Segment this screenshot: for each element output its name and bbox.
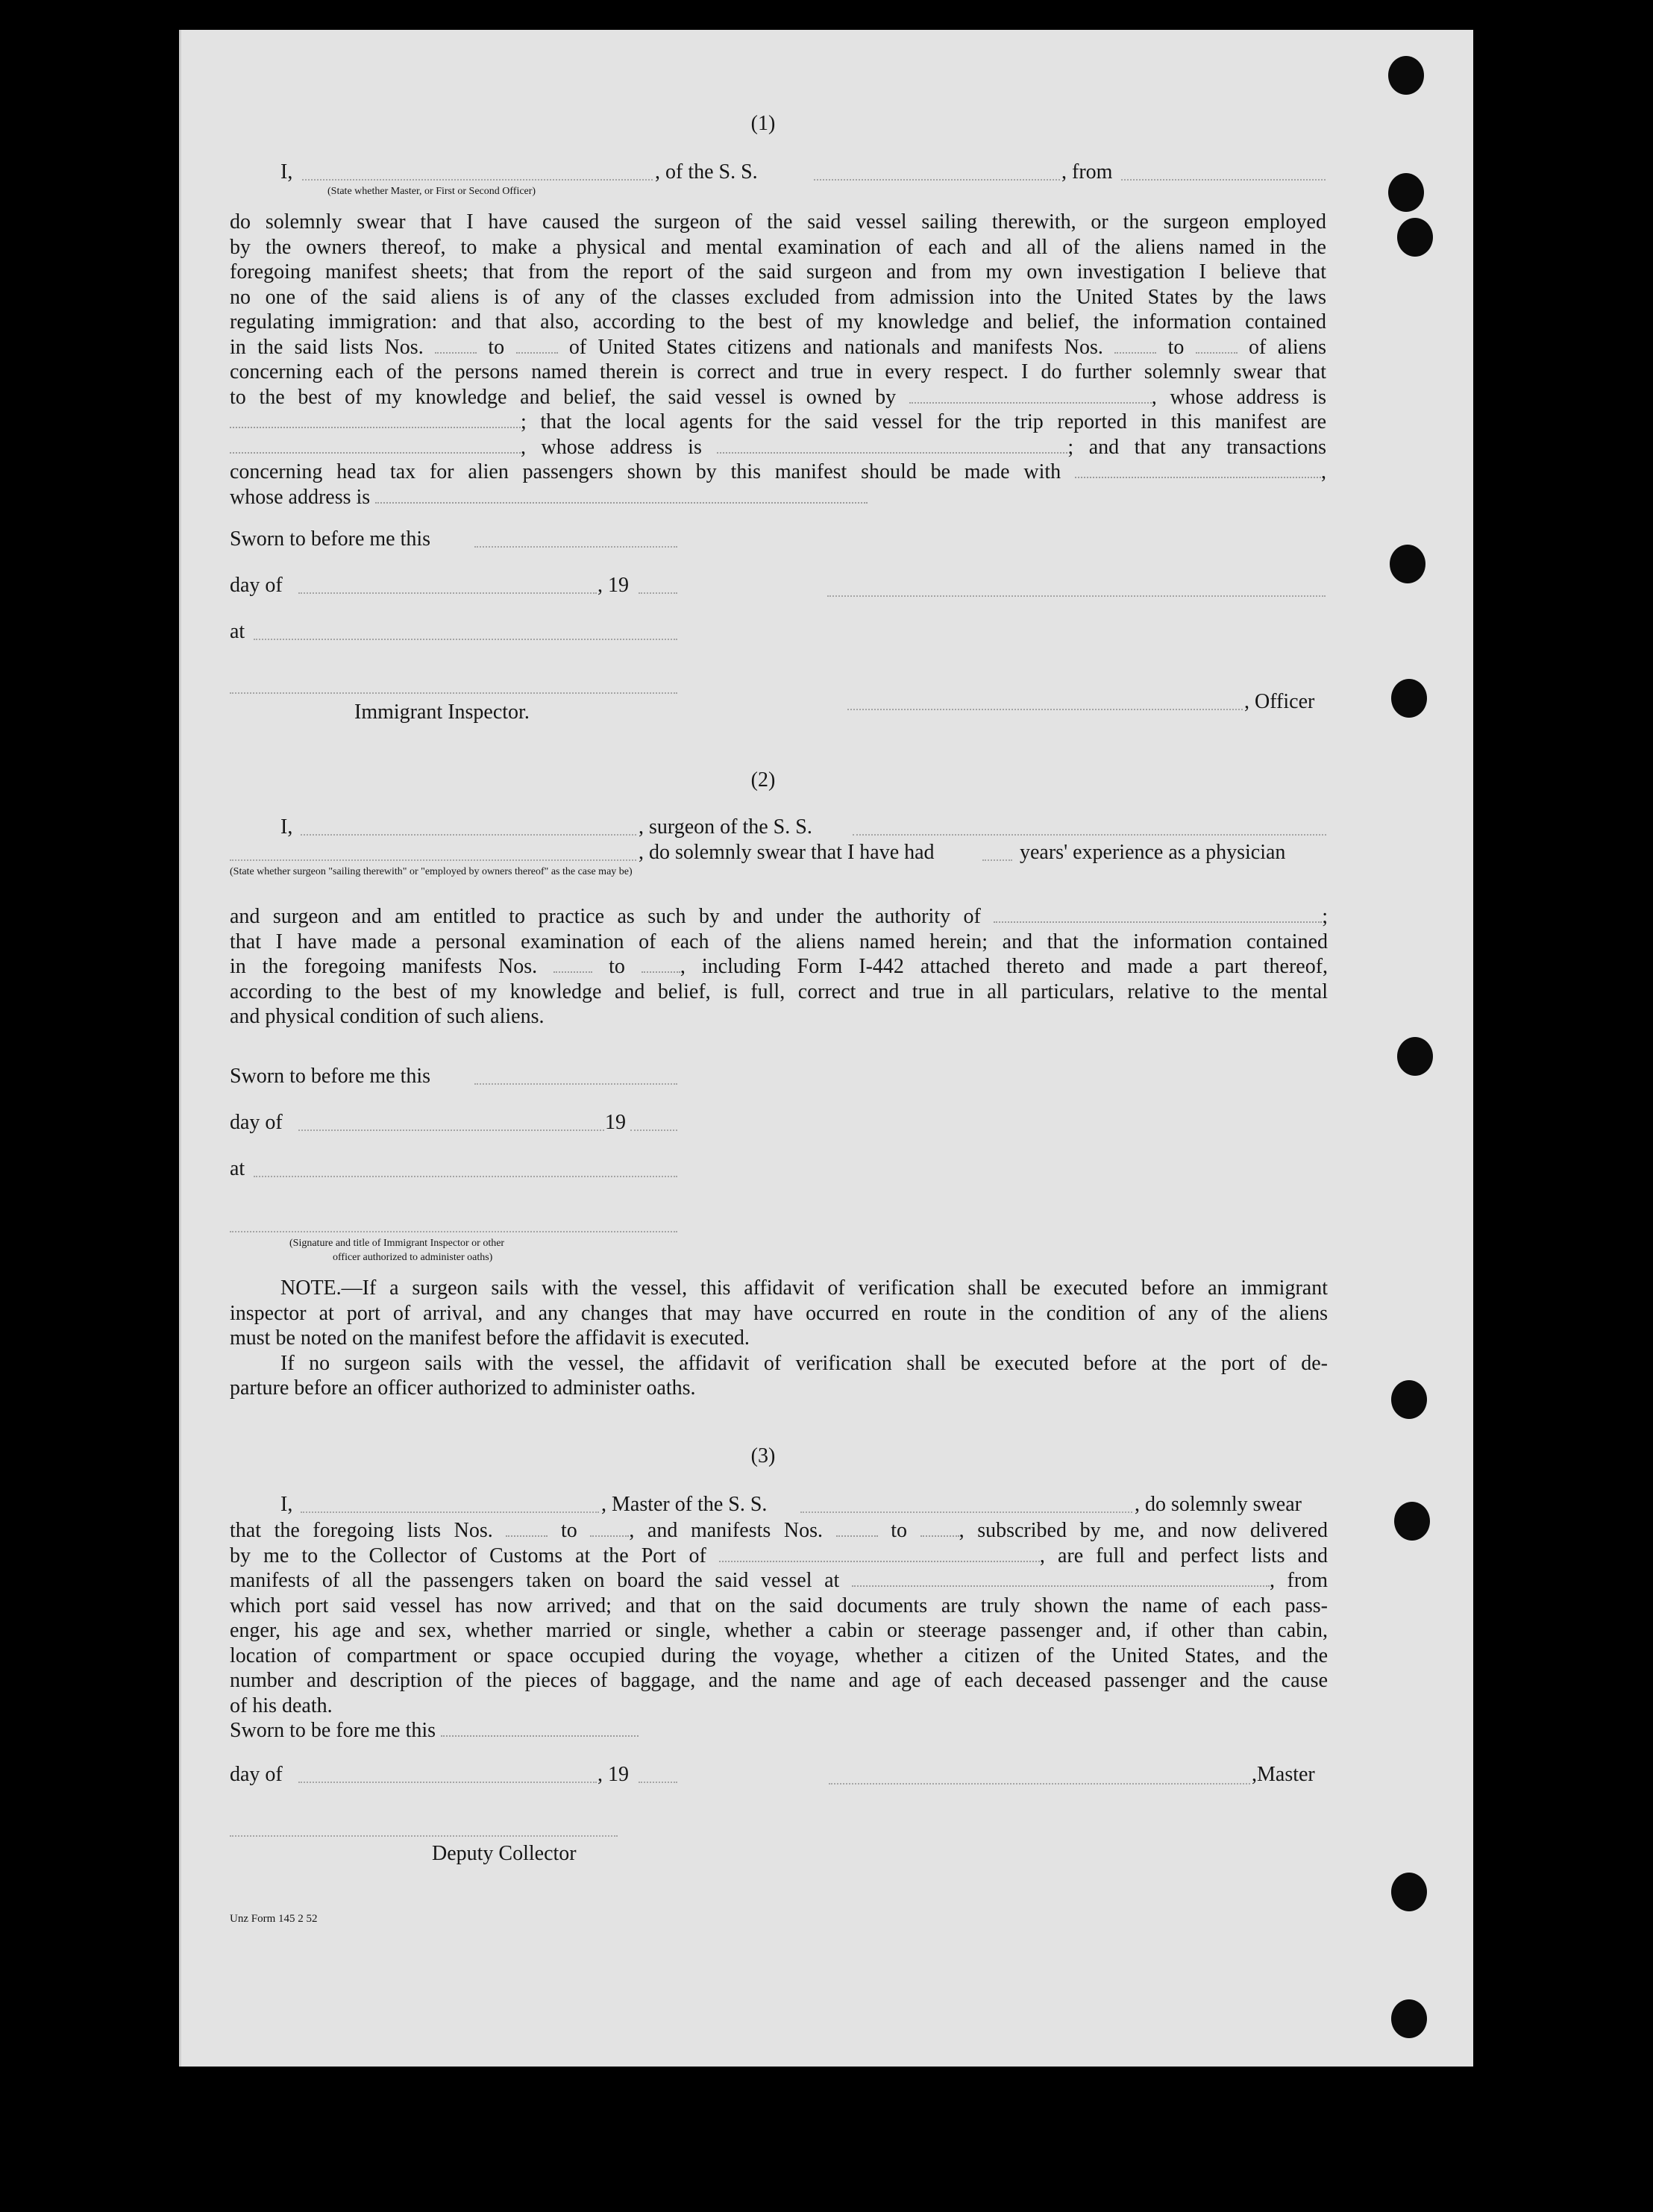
- s1-officer-note: (State whether Master, or First or Second Officer): [327, 186, 536, 197]
- s3-embark-field[interactable]: [852, 1569, 1270, 1587]
- s3-sworn-field[interactable]: [441, 1719, 639, 1737]
- s2-manifests-to-field[interactable]: [642, 955, 680, 973]
- s2-surgeon-type-field[interactable]: [230, 859, 636, 861]
- s2-inspector-signature-field[interactable]: [230, 1231, 677, 1232]
- s1-at-field[interactable]: [254, 639, 677, 640]
- s3-year-label: , 19: [597, 1763, 629, 1786]
- binder-hole: [1390, 545, 1425, 583]
- section-1-number: (1): [750, 112, 776, 135]
- s1-day-field[interactable]: [298, 592, 597, 594]
- s1-dayof-label: day of: [230, 574, 283, 597]
- s2-authority-field[interactable]: [994, 905, 1322, 923]
- s2-signature-note-2: officer authorized to administer oaths): [333, 1252, 493, 1263]
- s3-lists-from-field[interactable]: [506, 1519, 548, 1537]
- s3-swear-label: , do solemnly swear: [1135, 1493, 1302, 1516]
- s3-master-name-field[interactable]: [301, 1511, 599, 1513]
- binder-hole: [1391, 1873, 1427, 1911]
- s1-owner-field[interactable]: [909, 386, 1152, 404]
- s2-day-field[interactable]: [298, 1130, 604, 1131]
- s3-dayof-label: day of: [230, 1763, 283, 1786]
- s1-i-label: I,: [280, 160, 293, 184]
- binder-hole: [1397, 218, 1433, 257]
- s2-sworn-field[interactable]: [474, 1083, 677, 1085]
- s1-vessel-field[interactable]: [814, 179, 1060, 181]
- s1-agents-field[interactable]: [230, 436, 521, 454]
- s3-vessel-field[interactable]: [800, 1511, 1132, 1513]
- s2-at-label: at: [230, 1157, 245, 1180]
- s2-surgeon-label: , surgeon of the S. S.: [639, 815, 812, 839]
- s3-i-label: I,: [280, 1493, 293, 1516]
- s3-port-field[interactable]: [719, 1544, 1040, 1562]
- s1-inspector-signature-field[interactable]: [230, 692, 677, 694]
- section-3-number: (3): [750, 1444, 776, 1467]
- binder-hole: [1397, 1037, 1433, 1076]
- s1-from-label: , from: [1061, 160, 1113, 184]
- binder-hole: [1388, 56, 1424, 95]
- s1-oath-paragraph: do solemnly swear that I have caused the surgeon of the said vessel sailing therewith, or the surgeon employed by the owners thereof, to make a physical and mental examination of each and all of the aliens named in the foregoing manifest sheets; that from the report of the said surgeon and from my own investigation I believe that no one of the said aliens is of any of the classes excluded from admission into the United States by the laws regulating immigration: and that also, according to the best of my knowledge and belief, the information contained in the said lists Nos. to of United States citizens and nationals and manifests Nos. to of aliens concerning each of the persons named therein is correct and true in every respect. I do further solemnly swear that to the best of my knowledge and belief, the said vessel is owned by , whose address is ; that the local agents for the said vessel for the trip reported in this manifest are , whose address is ; and that any transactions concerning head tax for alien passengers shown by this manifest should be made with , whose address is: [230, 210, 1327, 509]
- s3-year-field[interactable]: [639, 1782, 677, 1783]
- s1-manifests-from-field[interactable]: [1114, 336, 1156, 354]
- s1-of-ss-label: , of the S. S.: [655, 160, 758, 184]
- s3-master-sig-label: ,Master: [1252, 1763, 1315, 1786]
- form-number-footer: Unz Form 145 2 52: [230, 1913, 318, 1925]
- s2-signature-note-1: (Signature and title of Immigrant Inspector or other: [289, 1238, 505, 1249]
- s1-officer-label: , Officer: [1244, 690, 1315, 713]
- s1-sworn-field[interactable]: [474, 546, 677, 548]
- s1-inspector-label: Immigrant Inspector.: [354, 701, 530, 724]
- s1-year-field[interactable]: [639, 592, 677, 594]
- s2-sworn-label: Sworn to before me this: [230, 1065, 431, 1088]
- s1-at-label: at: [230, 620, 245, 643]
- s2-year-field[interactable]: [630, 1130, 677, 1131]
- s3-oath-paragraph: that the foregoing lists Nos. to , and manifests Nos. to , subscribed by me, and now delivered by me to the Collector of Customs at the Port of , are full and perfect lists and manifests of all the passengers taken on board the said vessel at , from which port said vessel has now arrived; and that on the said documents are truly shown the name of each pass- enger, his age and sex, whether married or single, whether a cabin or steerage passenger and, if other than cabin, location of compartment or space occupied during the voyage, whether a citizen of the United States, and the number and description of the pieces of baggage, and the name and age of each deceased passenger and the cause of his death. Sworn to be fore me this: [230, 1519, 1329, 1742]
- s2-surgeon-note: (State whether surgeon "sailing therewith" or "employed by owners thereof" as the case may be): [230, 866, 633, 877]
- s1-officer-field[interactable]: [302, 179, 653, 181]
- s3-manifests-from-field[interactable]: [836, 1519, 878, 1537]
- s3-collector-signature-field[interactable]: [230, 1835, 618, 1837]
- binder-hole: [1391, 679, 1427, 718]
- s3-lists-to-field[interactable]: [590, 1519, 629, 1537]
- s1-from-field[interactable]: [1121, 179, 1326, 181]
- s1-lists-from-field[interactable]: [435, 336, 477, 354]
- section-2-number: (2): [750, 768, 776, 792]
- s2-at-field[interactable]: [254, 1176, 677, 1177]
- binder-hole: [1391, 1380, 1427, 1419]
- s1-headtax-field[interactable]: [1075, 460, 1321, 478]
- s2-year-label: 19: [605, 1111, 626, 1134]
- s1-year-label: , 19: [597, 574, 629, 597]
- s3-manifests-to-field[interactable]: [920, 1519, 959, 1537]
- binder-hole: [1388, 173, 1424, 212]
- binder-hole: [1391, 1999, 1427, 2038]
- s2-experience-label: years' experience as a physician: [1020, 841, 1286, 864]
- s1-officer-signature-field[interactable]: [847, 709, 1243, 710]
- s2-surgeon-name-field[interactable]: [301, 834, 636, 836]
- s2-note-paragraph: NOTE.—If a surgeon sails with the vessel, this affidavit of verification shall be executed before an immigrant inspector at port of arrival, and any changes that may have occurred en route in the condition of any of the aliens must be noted on the manifest before the affidavit is executed. If no surgeon sails with the vessel, the affidavit of verification shall be executed before at the port of de- parture before an officer authorized to administer oaths.: [230, 1276, 1328, 1400]
- s1-signature-field[interactable]: [827, 595, 1326, 597]
- s2-years-field[interactable]: [982, 859, 1012, 861]
- s3-deputy-label: Deputy Collector: [432, 1842, 577, 1865]
- s1-lists-to-field[interactable]: [516, 336, 558, 354]
- s3-day-field[interactable]: [298, 1782, 597, 1783]
- s3-master-signature-field[interactable]: [829, 1783, 1250, 1785]
- s1-owner-address-field[interactable]: [230, 410, 521, 428]
- s2-manifests-from-field[interactable]: [553, 955, 592, 973]
- s2-swear-label: , do solemnly swear that I have had: [639, 841, 935, 864]
- s2-vessel-field[interactable]: [853, 834, 1326, 836]
- s1-manifests-to-field[interactable]: [1196, 336, 1238, 354]
- s1-agents-address-field[interactable]: [717, 436, 1067, 454]
- s3-sworn-label: Sworn to be fore me this: [230, 1719, 436, 1742]
- s1-sworn-label: Sworn to before me this: [230, 527, 431, 551]
- s2-i-label: I,: [280, 815, 293, 839]
- s2-oath-paragraph: and surgeon and am entitled to practice as such by and under the authority of ; that I have made a personal examination of each of the aliens named herein; and that the information contained in the foregoing manifests Nos. to , including Form I-442 attached thereto and made a part thereof, according to the best of my knowledge and belief, is full, correct and true in all particulars, relative to the mental and physical condition of such aliens.: [230, 905, 1329, 1028]
- s3-master-label: , Master of the S. S.: [601, 1493, 768, 1516]
- form-page: [179, 30, 1473, 2067]
- s1-headtax-address-field[interactable]: [375, 486, 868, 504]
- s2-dayof-label: day of: [230, 1111, 283, 1134]
- binder-hole: [1394, 1502, 1430, 1541]
